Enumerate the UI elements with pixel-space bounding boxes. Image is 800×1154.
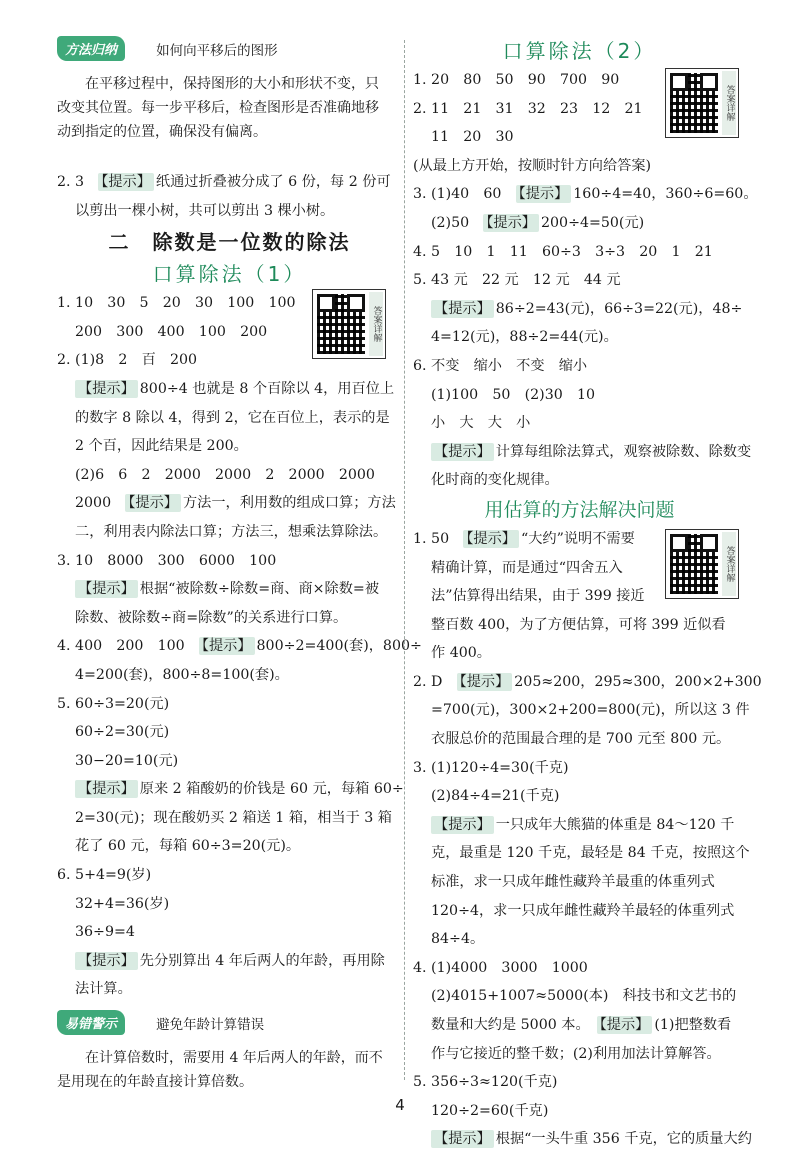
method-summary-badge: 方法归纳 (57, 36, 125, 61)
hint-label: 【提示】 (125, 494, 181, 512)
answer-line: 二，利用表内除法口算；方法三，想乘法算除法。 (75, 523, 388, 540)
hint-label: 【提示】 (431, 1130, 494, 1148)
answer-line: 84÷4。 (431, 931, 485, 948)
section-title: 二 除数是一位数的除法 (108, 230, 351, 255)
answer-line: 以剪出一棵小树，共可以剪出 3 棵小树。 (75, 202, 335, 219)
answer-line: 【提示】 一只成年大熊猫的体重是 84～120 千 (413, 811, 746, 840)
hint-label: 【提示】 (463, 530, 519, 548)
answer-line: 2=30(元)；现在酸奶买 2 箱送 1 箱，相当于 3 箱 (75, 809, 392, 826)
hint-label: 【提示】 (75, 380, 138, 398)
answer-line: 120÷4，求一只成年雌性藏羚羊最轻的体重列式 (431, 902, 735, 919)
answer-line: (2)6 6 2 2000 2000 2 2000 2000 (75, 466, 375, 483)
answer-line: (2)84÷4=21(千克) (431, 788, 560, 805)
answer-line: 4. (1)4000 3000 1000 (413, 959, 588, 976)
hint-label: 【提示】 (457, 673, 513, 691)
hint-label: 【提示】 (431, 816, 494, 834)
answer-line: 法计算。 (75, 981, 132, 998)
answer-line: 【提示】 原来 2 箱酸奶的价钱是 60 元，每箱 60÷ (57, 775, 402, 804)
qr-code-pattern (317, 294, 365, 354)
answer-line: 2 个百，因此结果是 200。 (75, 438, 248, 455)
answer-line: 的数字 8 除以 4，得到 2，它在百位上，表示的是 (75, 409, 390, 426)
answer-line: 2. 3 【提示】 纸通过折叠被分成了 6 份，每 2 份可 (57, 174, 391, 190)
qr-code-pattern (670, 534, 718, 594)
method-summary-box (57, 36, 402, 168)
answer-line: 【提示】 根据“被除数÷除数=商、商×除数=被 (57, 575, 402, 604)
hint-label: 【提示】 (597, 1016, 653, 1034)
answer-line: 2000 【提示】 方法一，利用数的组成口算；方法 (75, 495, 396, 512)
common-mistake-title: 避免年龄计算错误 (156, 1016, 265, 1033)
qr-code[interactable] (665, 68, 739, 138)
answer-line: 36÷9=4 (75, 924, 135, 941)
answer-line: 30−20=10(元) (75, 752, 179, 769)
answer-line: 1. 50 【提示】 “大约”说明不需要 (413, 530, 635, 547)
answer-line: 法”估算得出结果，由于 399 接近 (431, 588, 645, 605)
qr-answer-tag: 答案详解 (722, 71, 736, 135)
left-column (57, 36, 422, 1094)
answer-line: 4=200(套)，800÷8=100(套)。 (75, 666, 289, 683)
common-mistake-box (57, 1010, 402, 1094)
answer-line: 32+4=36(岁) (75, 895, 170, 912)
qr-code[interactable] (665, 529, 739, 599)
subsection-title: 口算除法（2） (502, 39, 657, 63)
answer-line: 【提示】 86÷2=43(元)，66÷3=22(元)，48÷ (413, 295, 746, 324)
answer-line: 衣服总价的范围最合理的是 700 元至 800 元。 (431, 731, 731, 748)
answer-line: 1. 20 80 50 90 700 90 (413, 72, 620, 88)
right-column (413, 36, 762, 1154)
answer-line: 作与它接近的整千数；(2)利用加法计算解答。 (431, 1045, 721, 1062)
answer-line: 整百数 400，为了方便估算，可将 399 近似看 (431, 616, 726, 633)
answer-line: 11 20 30 (431, 129, 514, 146)
qr-code-pattern (670, 73, 718, 133)
answer-line: 3. (1)40 60 【提示】 160÷4=40，360÷6=60。 (413, 186, 758, 203)
answer-line: 3. (1)120÷4=30(千克) (413, 759, 569, 776)
hint-label: 【提示】 (483, 214, 539, 232)
subsection-title: 用估算的方法解决问题 (484, 498, 675, 521)
answer-line: 4. 5 10 1 11 60÷3 3÷3 20 1 21 (413, 243, 713, 260)
answer-line: (2)50 【提示】 200÷4=50(元) (431, 214, 645, 231)
hint-label: 【提示】 (75, 952, 138, 970)
qr-code[interactable] (312, 289, 386, 359)
answer-line: 2. D 【提示】 205≈200，295≈300，200×2+300 (413, 673, 762, 690)
answer-line: 克，最重是 120 千克，最轻是 84 千克，按照这个 (431, 845, 750, 862)
subsection-title: 口算除法（1） (152, 262, 307, 287)
answer-line: 5. 356÷3≈120(千克) (413, 1074, 558, 1091)
answer-line: 120÷2=60(千克) (431, 1102, 549, 1119)
answer-line: 6. 5+4=9(岁) (57, 867, 152, 884)
answer-line: 标准，求一只成年雌性藏羚羊最重的体重列式 (431, 874, 715, 891)
answer-line: 化时商的变化规律。 (431, 472, 559, 489)
hint-label: 【提示】 (75, 780, 138, 798)
answer-line: 60÷2=30(元) (75, 724, 170, 741)
hint-label: 【提示】 (431, 443, 494, 461)
answer-line: 2. 11 21 31 32 23 12 21 (413, 100, 643, 117)
hint-label: 【提示】 (98, 173, 154, 191)
answer-line: 精确计算，而是通过“四舍五入 (431, 559, 623, 576)
answer-line: 小 大 大 小 (431, 415, 531, 432)
answer-line: 6. 不变 缩小 不变 缩小 (413, 357, 588, 374)
answer-line: 【提示】 先分别算出 4 年后两人的年龄，再用除 (57, 947, 402, 976)
qr-answer-tag: 答案详解 (369, 292, 383, 356)
answer-line: 3. 10 8000 300 6000 100 (57, 552, 277, 569)
common-mistake-badge: 易错警示 (57, 1010, 125, 1035)
answer-line: 5. 60÷3=20(元) (57, 695, 170, 712)
answer-line: 数量和大约是 5000 本。 【提示】 (1)把整数看 (431, 1017, 732, 1033)
answer-line: (从最上方开始，按顺时针方向给答案) (413, 157, 652, 174)
answer-line: 200 300 400 100 200 (75, 323, 268, 340)
hint-label: 【提示】 (431, 300, 494, 318)
answer-line: =700(元)，300×2+200=800(元)，所以这 3 件 (431, 702, 750, 719)
answer-line: (2)4015+1007≈5000(本) 科技书和文艺书的 (431, 988, 737, 1005)
answer-line: 5. 43 元 22 元 12 元 44 元 (413, 272, 621, 289)
hint-label: 【提示】 (199, 637, 255, 655)
answer-line: 1. 10 30 5 20 30 100 100 (57, 295, 296, 312)
answer-line: (1)100 50 (2)30 10 (431, 386, 595, 403)
column-divider (404, 40, 405, 1080)
qr-answer-tag: 答案详解 (722, 532, 736, 596)
answer-line: 花了 60 元，每箱 60÷3=20(元)。 (75, 838, 301, 855)
page-number: 4 (395, 1096, 405, 1114)
answer-line: 4=12(元)，88÷2=44(元)。 (431, 329, 618, 346)
answer-line: 【提示】 800÷4 也就是 8 个百除以 4，用百位上 (57, 375, 402, 404)
common-mistake-text: 在计算倍数时，需要用 4 年后两人的年龄，而不是用现在的年龄直接计算倍数。 (57, 1050, 383, 1091)
answer-line: 2. (1)8 2 百 200 (57, 352, 198, 369)
answer-line: 除数、被除数÷商=除数”的关系进行口算。 (75, 609, 348, 626)
hint-label: 【提示】 (516, 185, 572, 203)
answer-line: 4. 400 200 100 【提示】 800÷2=400(套)，800÷ (57, 638, 422, 655)
hint-label: 【提示】 (75, 580, 138, 598)
method-summary-title: 如何向平移后的图形 (156, 42, 278, 59)
answer-line: 作 400。 (431, 645, 491, 662)
method-summary-text: 在平移过程中，保持图形的大小和形状不变，只改变其位置。每一步平移后，检查图形是否准确地移动到指定的位置，确保没有偏离。 (57, 76, 379, 140)
answer-line: 【提示】 根据“一头牛重 356 千克，它的质量大约 (413, 1125, 746, 1154)
answer-line: 【提示】 计算每组除法算式，观察被除数、除数变 (413, 438, 746, 467)
